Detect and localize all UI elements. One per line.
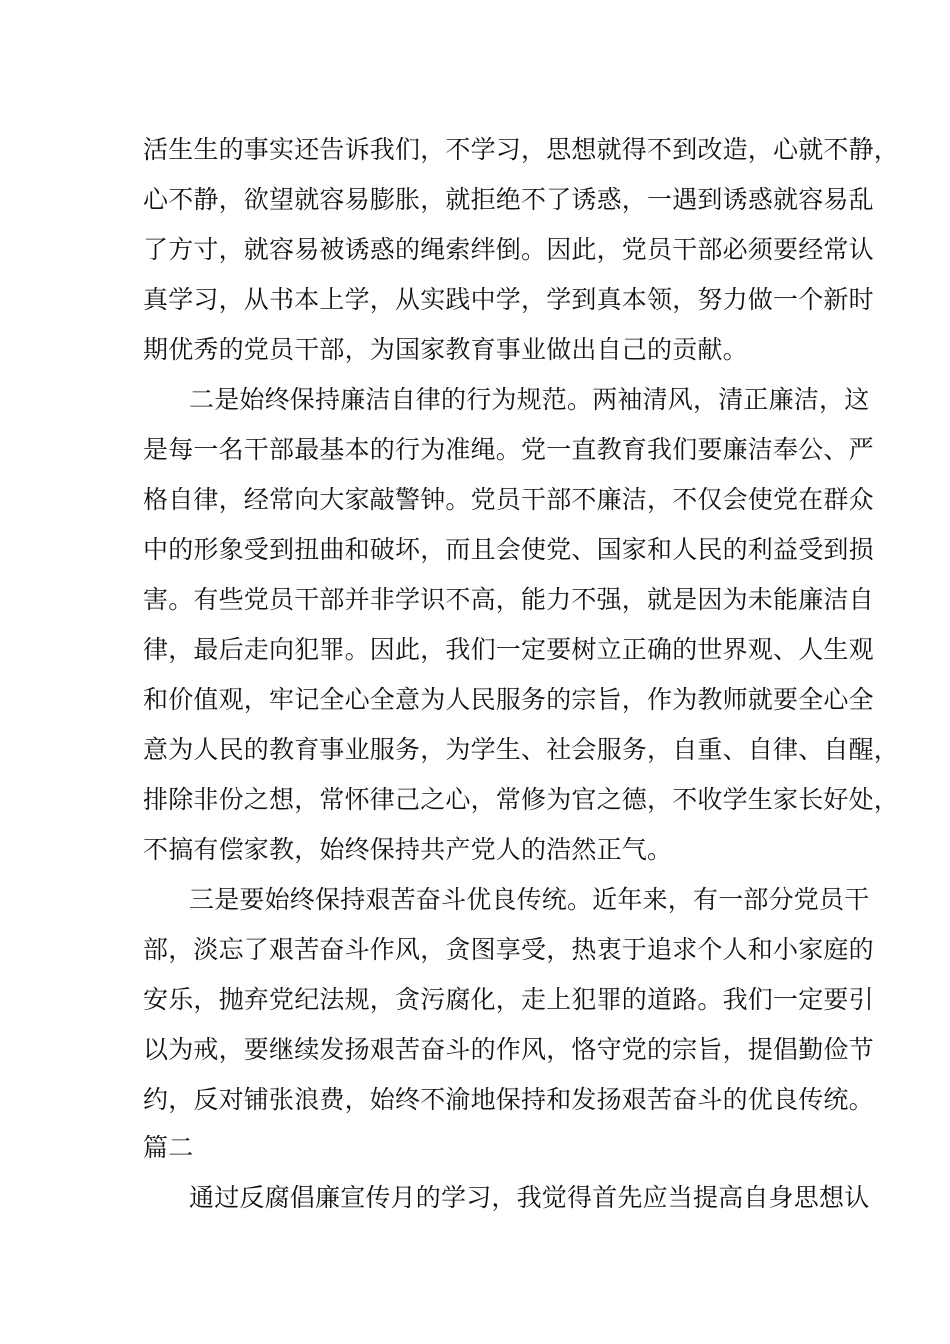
- text-line: 安乐，抛弃党纪法规，贪污腐化，走上犯罪的道路。我们一定要引: [143, 985, 874, 1014]
- text-line: 部，淡忘了艰苦奋斗作风，贪图享受，热衷于追求个人和小家庭的: [143, 935, 874, 964]
- text-line: 了方寸，就容易被诱惑的绳索绊倒。因此，党员干部必须要经常认: [143, 235, 874, 264]
- text-line: 不搞有偿家教，始终保持共产党人的浩然正气。: [143, 835, 673, 864]
- text-line: 约，反对铺张浪费，始终不渝地保持和发扬艰苦奋斗的优良传统。: [143, 1085, 874, 1114]
- text-line: 心不静，欲望就容易膨胀，就拒绝不了诱惑，一遇到诱惑就容易乱: [143, 185, 874, 214]
- text-line: 真学习，从书本上学，从实践中学，学到真本领，努力做一个新时: [143, 285, 874, 314]
- text-line: 排除非份之想，常怀律己之心，常修为官之德，不收学生家长好处，: [143, 785, 900, 814]
- text-line: 活生生的事实还告诉我们，不学习，思想就得不到改造，心就不静，: [143, 135, 900, 164]
- text-line: 害。有些党员干部并非学识不高，能力不强，就是因为未能廉洁自: [143, 585, 874, 614]
- text-line: 意为人民的教育事业服务，为学生、社会服务，自重、自律、自醒，: [143, 735, 900, 764]
- paragraph-start-line: 二是始终保持廉洁自律的行为规范。两袖清风，清正廉洁，这: [189, 385, 870, 414]
- paragraph-start-line: 三是要始终保持艰苦奋斗优良传统。近年来，有一部分党员干: [189, 885, 870, 914]
- text-line: 律，最后走向犯罪。因此，我们一定要树立正确的世界观、人生观: [143, 635, 874, 664]
- text-line: 是每一名干部最基本的行为准绳。党一直教育我们要廉洁奉公、严: [143, 435, 874, 464]
- text-line: 格自律，经常向大家敲警钟。党员干部不廉洁，不仅会使党在群众: [143, 485, 874, 514]
- text-line: 中的形象受到扭曲和破坏，而且会使党、国家和人民的利益受到损: [143, 535, 874, 564]
- text-line: 期优秀的党员干部，为国家教育事业做出自己的贡献。: [143, 335, 748, 364]
- paragraph-start-line: 通过反腐倡廉宣传月的学习，我觉得首先应当提高自身思想认: [189, 1183, 870, 1212]
- text-line: 以为戒，要继续发扬艰苦奋斗的作风，恪守党的宗旨，提倡勤俭节: [143, 1035, 874, 1064]
- text-line: 和价值观，牢记全心全意为人民服务的宗旨，作为教师就要全心全: [143, 685, 874, 714]
- section-heading: 篇二: [143, 1133, 194, 1162]
